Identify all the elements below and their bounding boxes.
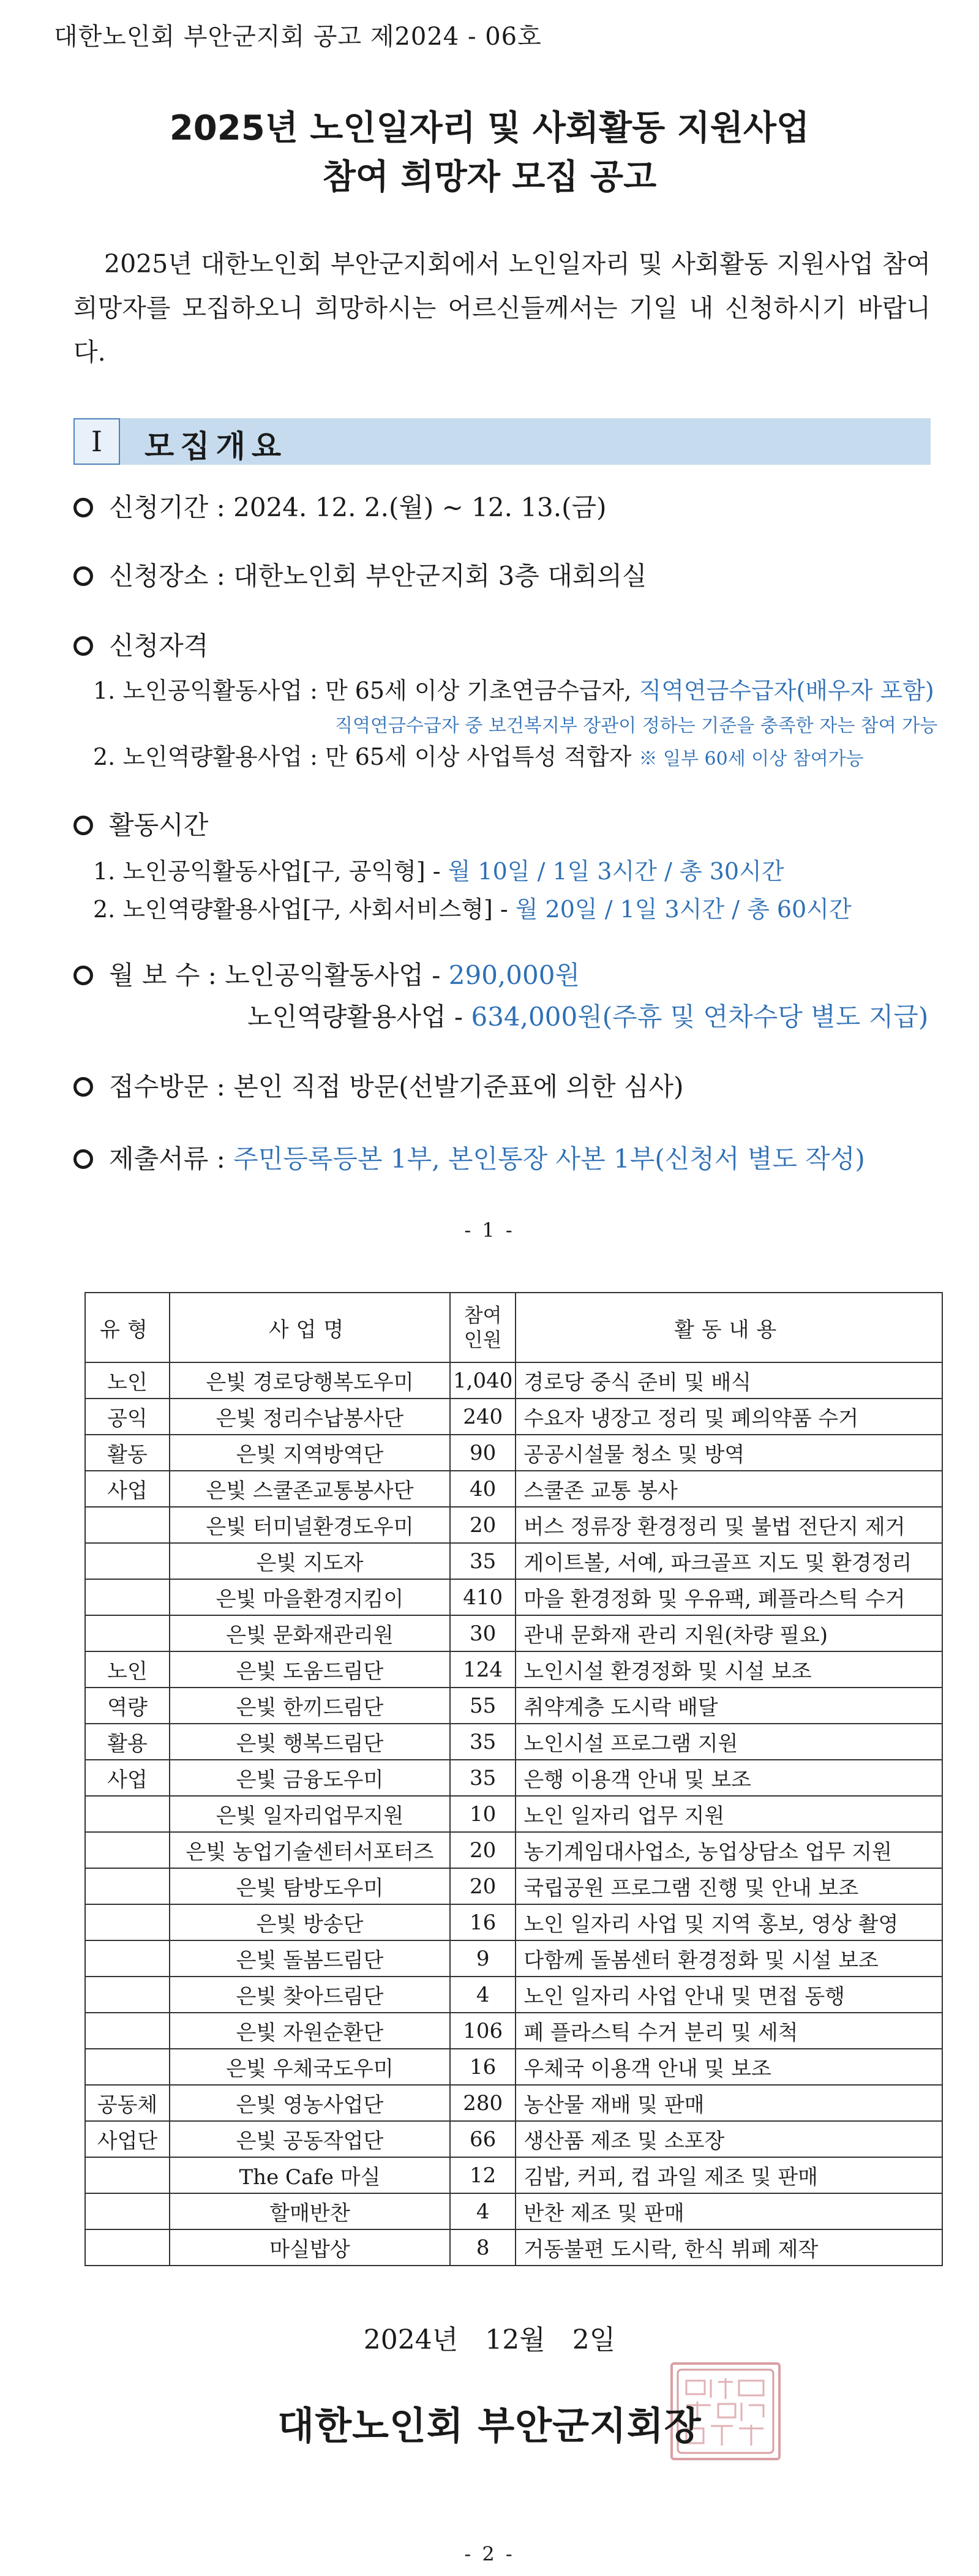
cell-type xyxy=(85,1940,170,1977)
cell-count: 40 xyxy=(450,1471,516,1507)
pay-line2 xyxy=(247,997,928,1034)
circle-bullet-icon xyxy=(73,636,93,656)
cell-name: 은빛 스쿨존교통봉사단 xyxy=(170,1471,450,1507)
cell-activity: 김밥, 커피, 컵 과일 제조 및 판매 xyxy=(516,2157,942,2193)
cell-activity: 경로당 중식 준비 및 배식 xyxy=(516,1362,942,1399)
cell-activity: 취약계층 도시락 배달 xyxy=(516,1688,942,1724)
cell-name: 은빛 한끼드림단 xyxy=(170,1688,450,1724)
cell-name: 은빛 영농사업단 xyxy=(170,2085,450,2121)
cell-name: 할매반찬 xyxy=(170,2193,450,2229)
cell-activity: 폐 플라스틱 수거 분리 및 세척 xyxy=(516,2013,942,2049)
cell-name: The Cafe 마실 xyxy=(170,2157,450,2193)
cell-name: 은빛 공동작업단 xyxy=(170,2121,450,2157)
cell-count: 20 xyxy=(450,1832,516,1868)
header-name: 사업명 xyxy=(170,1293,450,1362)
cell-type xyxy=(85,1868,170,1904)
table-row xyxy=(85,1940,942,1977)
cell-type: 활동 xyxy=(85,1435,170,1471)
cell-type: 역량 xyxy=(85,1688,170,1724)
period-item xyxy=(73,487,606,524)
eligibility-item xyxy=(73,626,208,663)
issuer-name: 대한노인회 부안군지회장 xyxy=(277,2403,702,2448)
cell-count: 55 xyxy=(450,1688,516,1724)
cell-activity: 공공시설물 청소 및 방역 xyxy=(516,1435,942,1471)
cell-type: 공익 xyxy=(85,1399,170,1435)
location-label: 신청장소 : xyxy=(109,561,234,591)
eligibility-item1-highlight: 직역연금수급자(배우자 포함) xyxy=(639,677,934,704)
table-row xyxy=(85,1362,942,1399)
header-type: 유형 xyxy=(85,1293,170,1362)
cell-name: 은빛 찾아드림단 xyxy=(170,1977,450,2013)
cell-type xyxy=(85,1832,170,1868)
cell-type: 활용 xyxy=(85,1724,170,1760)
eligibility-line2 xyxy=(93,738,864,772)
pay-item1-value: 290,000원 xyxy=(448,960,580,990)
cell-type xyxy=(85,2229,170,2266)
cell-count: 35 xyxy=(450,1760,516,1796)
table-row xyxy=(85,1868,942,1904)
documents-value: 주민등록등본 1부, 본인통장 사본 1부(신청서 별도 작성) xyxy=(233,1144,865,1174)
table-row xyxy=(85,1651,942,1688)
cell-count: 124 xyxy=(450,1651,516,1688)
issue-date: 2024년 12월 2일 xyxy=(363,2324,616,2356)
notice-number: 대한노인회 부안군지회 공고 제2024 - 06호 xyxy=(54,23,542,51)
cell-activity: 다함께 돌봄센터 환경정화 및 시설 보조 xyxy=(516,1940,942,1977)
cell-name: 은빛 농업기술센터서포터즈 xyxy=(170,1832,450,1868)
cell-activity: 관내 문화재 관리 지원(차량 필요) xyxy=(516,1615,942,1651)
pay-item xyxy=(73,955,580,992)
cell-count: 16 xyxy=(450,2049,516,2085)
documents-item xyxy=(73,1139,865,1176)
program-table-body xyxy=(85,1362,942,2266)
document-title-line2: 참여 희망자 모집 공고 xyxy=(322,157,657,197)
cell-type xyxy=(85,1977,170,2013)
eligibility-line1 xyxy=(93,672,934,705)
cell-activity: 거동불편 도시락, 한식 뷔페 제작 xyxy=(516,2229,942,2266)
cell-activity: 반찬 제조 및 판매 xyxy=(516,2193,942,2229)
circle-bullet-icon xyxy=(73,816,93,835)
cell-name: 은빛 문화재관리원 xyxy=(170,1615,450,1651)
cell-name: 은빛 지도자 xyxy=(170,1543,450,1579)
cell-count: 16 xyxy=(450,1904,516,1940)
period-label: 신청기간 : xyxy=(109,492,234,522)
hours-item1-value: 월 10일 / 1일 3시간 / 총 30시간 xyxy=(448,858,784,885)
table-row xyxy=(85,1507,942,1543)
table-row xyxy=(85,1688,942,1724)
cell-activity: 게이트볼, 서예, 파크골프 지도 및 환경정리 xyxy=(516,1543,942,1579)
table-row xyxy=(85,1904,942,1940)
header-count-line2: 인원 xyxy=(463,1328,502,1351)
table-row xyxy=(85,2121,942,2157)
cell-name: 은빛 지역방역단 xyxy=(170,1435,450,1471)
cell-type xyxy=(85,2193,170,2229)
cell-name: 은빛 정리수납봉사단 xyxy=(170,1399,450,1435)
cell-type xyxy=(85,1615,170,1651)
cell-type: 노인 xyxy=(85,1651,170,1688)
circle-bullet-icon xyxy=(73,1149,93,1169)
cell-activity: 농산물 재배 및 판매 xyxy=(516,2085,942,2121)
circle-bullet-icon xyxy=(73,566,93,586)
cell-type xyxy=(85,2013,170,2049)
cell-count: 12 xyxy=(450,2157,516,2193)
cell-type xyxy=(85,1579,170,1615)
table-row xyxy=(85,2193,942,2229)
page-number-1: - 1 - xyxy=(464,1219,515,1242)
cell-count: 9 xyxy=(450,1940,516,1977)
intro-paragraph: 2025년 대한노인회 부안군지회에서 노인일자리 및 사회활동 지원사업 참여 희망자를 모집하오니 희망하시는 어르신들께서는 기일 내 신청하시기 바랍니다. xyxy=(73,249,931,367)
section-header xyxy=(73,418,931,465)
cell-name: 은빛 방송단 xyxy=(170,1904,450,1940)
cell-count: 1,040 xyxy=(450,1362,516,1399)
table-row xyxy=(85,2229,942,2266)
eligibility-item1-label: 1. 노인공익활동사업 : xyxy=(93,677,325,704)
cell-count: 4 xyxy=(450,1977,516,2013)
cell-name: 은빛 우체국도우미 xyxy=(170,2049,450,2085)
cell-count: 30 xyxy=(450,1615,516,1651)
cell-activity: 마을 환경정화 및 우유팩, 폐플라스틱 수거 xyxy=(516,1579,942,1615)
cell-name: 은빛 터미널환경도우미 xyxy=(170,1507,450,1543)
cell-count: 20 xyxy=(450,1507,516,1543)
page-number-2: - 2 - xyxy=(464,2542,515,2566)
cell-activity: 버스 정류장 환경정리 및 불법 전단지 제거 xyxy=(516,1507,942,1543)
header-count xyxy=(450,1293,516,1362)
cell-activity: 농기계임대사업소, 농업상담소 업무 지원 xyxy=(516,1832,942,1868)
table-row xyxy=(85,1399,942,1435)
eligibility-item2-label: 2. 노인역량활용사업 : xyxy=(93,743,325,770)
table-row xyxy=(85,2157,942,2193)
pay-item1-label: 노인공익활동사업 - xyxy=(225,960,449,990)
table-row xyxy=(85,2085,942,2121)
cell-name: 은빛 돌봄드림단 xyxy=(170,1940,450,1977)
eligibility-item2-text: 만 65세 이상 사업특성 적합자 xyxy=(324,743,639,770)
cell-activity: 생산품 제조 및 소포장 xyxy=(516,2121,942,2157)
cell-activity: 은행 이용객 안내 및 보조 xyxy=(516,1760,942,1796)
circle-bullet-icon xyxy=(73,498,93,517)
visit-label: 접수방문 : xyxy=(109,1072,234,1102)
cell-count: 90 xyxy=(450,1435,516,1471)
section-number: Ⅰ xyxy=(73,418,120,465)
table-row xyxy=(85,1760,942,1796)
cell-count: 410 xyxy=(450,1579,516,1615)
cell-name: 은빛 경로당행복도우미 xyxy=(170,1362,450,1399)
pay-item2-label: 노인역량활용사업 - xyxy=(247,1002,471,1032)
cell-name: 은빛 도움드림단 xyxy=(170,1651,450,1688)
cell-count: 20 xyxy=(450,1868,516,1904)
location-item xyxy=(73,556,647,593)
cell-activity: 우체국 이용객 안내 및 보조 xyxy=(516,2049,942,2085)
section-title: 모집개요 xyxy=(144,429,288,464)
table-row xyxy=(85,1615,942,1651)
cell-activity: 노인 일자리 사업 안내 및 면접 동행 xyxy=(516,1977,942,2013)
cell-count: 66 xyxy=(450,2121,516,2157)
circle-bullet-icon xyxy=(73,1077,93,1097)
cell-activity: 노인시설 환경정화 및 시설 보조 xyxy=(516,1651,942,1688)
program-table xyxy=(84,1292,943,2266)
hours-item2-value: 월 20일 / 1일 3시간 / 총 60시간 xyxy=(515,896,852,923)
cell-count: 8 xyxy=(450,2229,516,2266)
hours-item2-label: 2. 노인역량활용사업[구, 사회서비스형] - xyxy=(93,896,516,923)
cell-type: 사업단 xyxy=(85,2121,170,2157)
documents-label: 제출서류 : xyxy=(109,1144,234,1174)
table-row xyxy=(85,1977,942,2013)
pay-label: 월 보 수 : xyxy=(109,960,225,990)
cell-name: 은빛 자원순환단 xyxy=(170,2013,450,2049)
cell-count: 10 xyxy=(450,1796,516,1832)
visit-value: 본인 직접 방문(선발기준표에 의한 심사) xyxy=(233,1072,684,1102)
header-count-line1: 참여 xyxy=(463,1304,502,1327)
hours-line2 xyxy=(93,890,852,924)
period-value: 2024. 12. 2.(월) ~ 12. 13.(금) xyxy=(233,492,607,522)
table-row xyxy=(85,1543,942,1579)
cell-count: 280 xyxy=(450,2085,516,2121)
eligibility-item1-text: 만 65세 이상 기초연금수급자, xyxy=(324,677,639,704)
hours-item1-label: 1. 노인공익활동사업[구, 공익형] - xyxy=(93,858,448,885)
table-row xyxy=(85,2013,942,2049)
cell-count: 35 xyxy=(450,1543,516,1579)
table-row xyxy=(85,1471,942,1507)
cell-type: 공동체 xyxy=(85,2085,170,2121)
cell-name: 은빛 금융도우미 xyxy=(170,1760,450,1796)
cell-type xyxy=(85,2157,170,2193)
cell-type: 노인 xyxy=(85,1362,170,1399)
cell-type xyxy=(85,1507,170,1543)
cell-activity: 스쿨존 교통 봉사 xyxy=(516,1471,942,1507)
cell-count: 106 xyxy=(450,2013,516,2049)
table-row xyxy=(85,1724,942,1760)
table-header-row xyxy=(85,1293,942,1362)
eligibility-item2-note: ※ 일부 60세 이상 참여가능 xyxy=(639,748,864,770)
table-row xyxy=(85,2049,942,2085)
cell-type xyxy=(85,1904,170,1940)
cell-type: 사업 xyxy=(85,1471,170,1507)
hours-item xyxy=(73,805,208,842)
hours-line1 xyxy=(93,852,784,886)
table-row xyxy=(85,1796,942,1832)
pay-item2-value: 634,000원(주휴 및 연차수당 별도 지급) xyxy=(471,1002,929,1032)
document-title-line1: 2025년 노인일자리 및 사회활동 지원사업 xyxy=(169,108,810,148)
cell-name: 마실밥상 xyxy=(170,2229,450,2266)
cell-activity: 노인 일자리 사업 및 지역 홍보, 영상 촬영 xyxy=(516,1904,942,1940)
cell-count: 4 xyxy=(450,2193,516,2229)
cell-name: 은빛 행복드림단 xyxy=(170,1724,450,1760)
location-value: 대한노인회 부안군지회 3층 대회의실 xyxy=(233,561,647,591)
cell-activity: 수요자 냉장고 정리 및 폐의약품 수거 xyxy=(516,1399,942,1435)
visit-item xyxy=(73,1067,683,1103)
cell-name: 은빛 마을환경지킴이 xyxy=(170,1579,450,1615)
eligibility-label: 신청자격 xyxy=(109,631,209,661)
cell-activity: 노인시설 프로그램 지원 xyxy=(516,1724,942,1760)
eligibility-item1-note: 직역연금수급자 중 보건복지부 장관이 정하는 기준을 충족한 자는 참여 가능 xyxy=(335,715,938,737)
cell-count: 240 xyxy=(450,1399,516,1435)
header-activity: 활동내용 xyxy=(516,1293,942,1362)
cell-name: 은빛 일자리업무지원 xyxy=(170,1796,450,1832)
cell-activity: 노인 일자리 업무 지원 xyxy=(516,1796,942,1832)
table-row xyxy=(85,1579,942,1615)
circle-bullet-icon xyxy=(73,966,93,985)
table-row xyxy=(85,1435,942,1471)
cell-activity: 국립공원 프로그램 진행 및 안내 보조 xyxy=(516,1868,942,1904)
cell-type: 사업 xyxy=(85,1760,170,1796)
cell-type xyxy=(85,2049,170,2085)
hours-label: 활동시간 xyxy=(109,810,209,840)
table-row xyxy=(85,1832,942,1868)
cell-type xyxy=(85,1796,170,1832)
cell-count: 35 xyxy=(450,1724,516,1760)
cell-name: 은빛 탐방도우미 xyxy=(170,1868,450,1904)
cell-type xyxy=(85,1543,170,1579)
